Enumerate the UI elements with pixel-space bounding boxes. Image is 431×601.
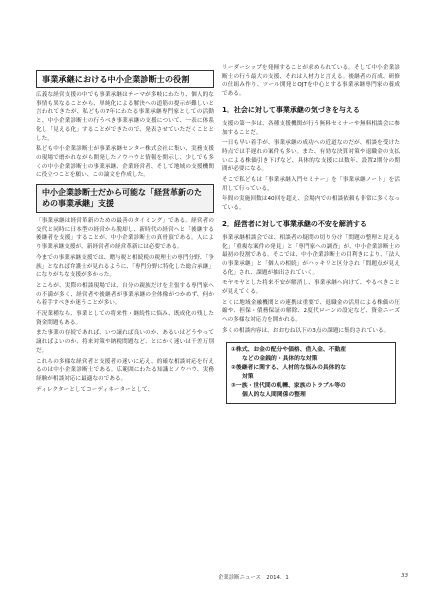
left-column — [36, 70, 214, 396]
issue-1-line-2: などの金銭的・具体的な対策 — [242, 355, 318, 362]
sub-paragraph-1: 「事業承継は経営革新のための最善のタイミング」である。経営者の交代と同時に日本型の経営から脱却し、新時代の経営へと「後継する後継者を支援」することが、中小企業診断士の真骨頂である。人により事業承継支援が、新経営者の経営革新には必要である。 — [36, 218, 214, 251]
article-title: 事業承継における中小企業診断士の役割 — [42, 74, 190, 84]
issue-2-line-2: 対策 — [242, 373, 254, 380]
section-2-paragraph-1: 事業承継相談会では、相談者の疑問の切り分け「問題の整理と見える化」「重複な案件の発見」と「専門家への調査」が、中小企業診断士の最初の役割である。そこでは、中小企業診断士の目利きにより、「法人の事業承継」と「個人の相続」がハッキリと区分され「問題点が見える化」され、課題が抽出されていく。 — [222, 234, 400, 276]
issue-1-line-1: 株式、お金の配分や価格、借入金、不動産 — [235, 346, 347, 353]
issue-1-number: ① — [231, 346, 236, 353]
subsection-title-box — [36, 184, 214, 213]
issue-item-3 — [231, 382, 391, 391]
section-1-paragraph-4: 年間の実施回数は40回を超え、会場内での相談依頼も非常に多くなっている。 — [222, 196, 400, 212]
sub-paragraph-2: 今までの事業承継支援では、贈与税と相続税の税理士の専門分野、「争族」となれば弁護士が見れるように、「専門分野に特化した総合承継」になりがちな支援が多かった。 — [36, 254, 214, 279]
issue-3-line-2: 個人的な人間関係の整理 — [242, 391, 306, 398]
subsection-title: 中小企業診断士だから可能な「経営革新のための事業承継」支援 — [42, 188, 202, 208]
intro-paragraph-1: 広義な経営支援の中でも事業承継はテーマが多岐にわたり、個人的な事情も異なることから、単純化による解決への道筋の提示が難しいと言われてきたが、私どもの7年にわたる事業承継専門家としての活動と、中小企業診断士の行うべき事業承継の支援について、一表に体系化し「見える化」することができたので、発表させていただくこととした。 — [36, 92, 214, 142]
sub-paragraph-7: ディレクターとしてコーディネーターとして、 — [36, 386, 154, 393]
issue-3-line-1: 一族・世代間の軋轢、家族のトラブル等の — [235, 382, 346, 389]
section-2-paragraph-3: とくに地域金融機関との連携は重要で、退職金の活用による株価の圧縮や、担保・債務保証の解除、2度代ローンの設定など、資金ニーズへの多様な対応力を開かれる。 — [222, 299, 400, 324]
lead-paragraph: リーダーシップを発揮することが求められている。そして中小企業診断士の行う最大の支援、それは人材力と言える。後継者の育成、研修の仕組み作り、ツール開発とOJTを中心とする事業承継専門家の養成である。 — [222, 65, 400, 98]
section-2-heading: 2．経営者に対して事業承継の不安を解消する — [222, 219, 367, 228]
page-number: 33 — [401, 573, 408, 579]
sub-paragraph-5: また事業の存続であれば、いつ譲れば良いのか、あるいはどうやって譲ればよいのか、将来対策や納税問題など、とにかく迷いは千差万別だ。 — [36, 330, 214, 354]
page-footer — [36, 573, 408, 583]
section-1-heading: 1．社会に対して事業承継の気づきを与える — [222, 105, 360, 114]
section-1-paragraph-2: 一日も早い着手が、事業承継の成功への近道なのだが、相談を受けた時点では手遅れの案件も多い。また、有効な決算対策や退職金の支払いによる株価引き下げなど、具体的な支援には数年、設置2期分の期間が必要になる。 — [222, 140, 400, 173]
sub-paragraph-3: ところが、実際の相談現場では、自分の親族だけを主張する専門家への不満が多く、経営者や後継者が事業承継の全体像がつかめず、何から着手すべきか迷うことが多い。 — [36, 282, 214, 307]
sub-paragraph-4: 不況業種なら、事業としての将来性・継続性に悩み、既成化の残した資金問題もある。 — [36, 311, 214, 326]
issue-2-line-1: 後継者に関する、人材的な悩みの具体的な — [235, 364, 347, 371]
issues-list-box — [226, 342, 396, 404]
issue-3-number: ③ — [231, 382, 236, 389]
issue-item-2 — [231, 364, 391, 373]
section-1-paragraph-1: 支援の第一歩は、各種支援機関が行う無料セミナーや無料相談会に参加することだ。 — [222, 120, 400, 136]
intro-paragraph-2: 私ども中小企業診断士が事業承継センター株式会社に集い、実務支援の現場で磨かれながら開発したノウハウと情報を開示し、少しでも多くの中小企業診断士の事業承継、企業経営者、そして地域の支援機関に役立つことを願い、この論文を作成した。 — [36, 146, 214, 179]
section-2-paragraph-2: モヤモヤとした将来不安が解消し、事業承継へ向けて、やるべきことが見えてくる。 — [222, 280, 400, 296]
issue-2-number: ② — [231, 364, 236, 371]
section-1-paragraph-3: そこで私どもは「事業承継入門セミナー」を「事業承継ノート」を活用して行っている。 — [222, 177, 400, 192]
publication-name: 企業診断ニュース 2014．1 — [218, 575, 289, 581]
article-title-box — [36, 70, 214, 88]
section-2-paragraph-4: 多くの相談内容は、おおむね以下の3点の課題に集約されている。 — [222, 327, 390, 334]
sub-paragraph-6: これらの多様な経営者と支援者の迷いに応え、的確な相談対応を行えるのは中小企業診断士である。広範囲にわたる知識とノウハウ、実務経験が相談対応に最適なのである。 — [36, 358, 214, 382]
right-column — [222, 64, 400, 404]
issue-item-1 — [231, 346, 391, 355]
